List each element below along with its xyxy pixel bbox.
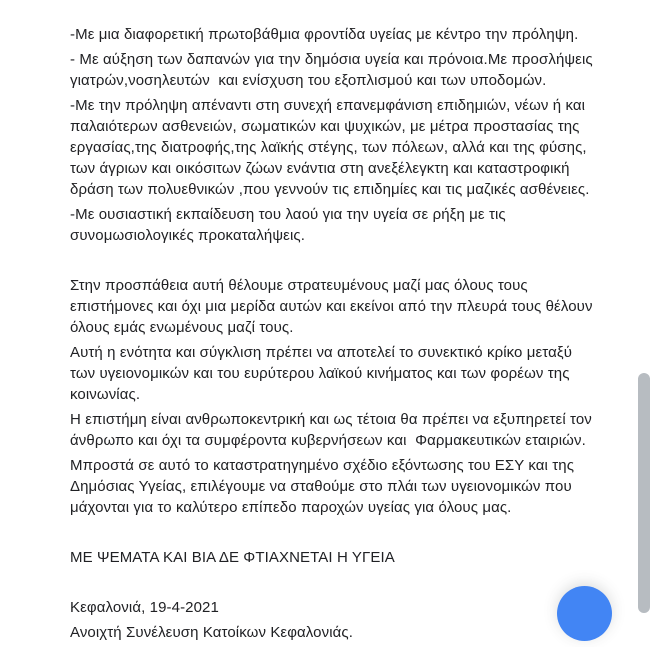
scrollbar-thumb[interactable]: [638, 373, 650, 613]
paragraph: Αυτή η ενότητα και σύγκλιση πρέπει να αποτελεί το συνεκτικό κρίκο μεταξύ των υγειονομικών και του ευρύτερου λαϊκού κινήματος και των φορέων της κοινωνίας.: [70, 344, 577, 403]
paragraph: ΜΕ ΨΕΜΑΤΑ ΚΑΙ ΒΙΑ ΔΕ ΦΤΙΑΧΝΕΤΑΙ Η ΥΓΕΙΑ: [70, 549, 395, 566]
paragraph: Μπροστά σε αυτό το καταστρατηγημένο σχέδιο εξόντωσης του ΕΣΥ και της Δημόσιας Υγείας, επιλέγουμε να σταθούμε στο πλάι των υγειονομικών που μάχονται για το καλύτερο επίπεδο παροχών υγείας για όλους μας.: [70, 457, 578, 516]
paragraph: -Με ουσιαστική εκπαίδευση του λαού για την υγεία σε ρήξη με τις συνομωσιολογικές προκαταλήψεις.: [70, 206, 511, 244]
paragraph: Η επιστήμη είναι ανθρωποκεντρική και ως τέτοια θα πρέπει να εξυπηρετεί τον άνθρωπο και όχι τα συμφέροντα κυβερνήσεων και Φαρμακευτικών εταιριών.: [70, 411, 597, 449]
paragraph: Κεφαλονιά, 19-4-2021: [70, 599, 219, 616]
floating-action-button[interactable]: [557, 586, 612, 641]
paragraph: -Με την πρόληψη απέναντι στη συνεχή επανεμφάνιση επιδημιών, νέων ή και παλαιότερων ασθενειών, σωματικών και ψυχικών, με μέτρα προστασίας της εργασίας,της διατροφής,της λαϊκής στέγης, των πόλεων, αλλά και της φύσης, των άγριων και οικόσιτων ζώων ενάντια στη ανεξέλεγκτη και καταστροφική δράση των πολυεθνικών ,που γεννούν τις επιδημίες και τις μαζικές ασθένειες.: [70, 97, 591, 198]
empty-line: [70, 250, 594, 271]
paragraph: - Με αύξηση των δαπανών για την δημόσια υγεία και πρόνοια.Με προσλήψεις γιατρών,νοσηλευτών και ενίσχυση του εξοπλισμού και των υποδομών.: [70, 51, 598, 89]
paragraph: -Με μια διαφορετική πρωτοβάθμια φροντίδα υγείας με κέντρο την πρόληψη.: [70, 26, 579, 43]
paragraph: Ανοιχτή Συνέλευση Κατοίκων Κεφαλονιάς.: [70, 624, 354, 641]
paragraph: Στην προσπάθεια αυτή θέλουμε στρατευμένους μαζί μας όλους τους επιστήμονες και όχι μια μερίδα αυτών και εκείνοι από την πλευρά τους θέλουν όλους εμάς ενωμένους μαζί τους.: [70, 277, 597, 336]
empty-line: [70, 522, 594, 543]
empty-line: [70, 572, 594, 593]
document-body: [70, 24, 598, 647]
